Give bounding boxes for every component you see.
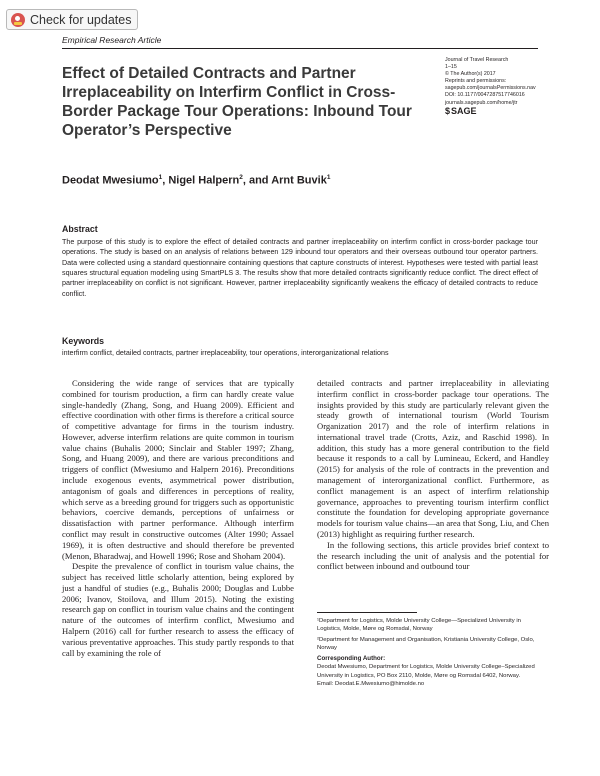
keywords-heading: Keywords — [62, 336, 105, 346]
author-separator: , and — [242, 174, 272, 187]
corresponding-author-address: Deodat Mwesiumo, Department for Logistics, Molde University College–Specialized University in Logistics, PO Box 2110, Molde, Møre og Romsdal 6402, Norway. — [317, 664, 535, 679]
author-affiliation: 1 — [326, 174, 331, 181]
body-column-right — [317, 378, 549, 572]
author-name: Nigel Halpern — [168, 174, 240, 187]
journal-link[interactable]: journals.sagepub.com/home/jtr — [445, 99, 518, 106]
publisher-name: SAGE — [451, 105, 477, 116]
body-paragraph: detailed contracts and partner irreplaceability in alleviating interfirm conflict in cross-border package tour operations. The insights provided by this study are particularly relevant given the steady growth of international tourism (World Tourism Organization 2017) and the role of interfirm relations in international travel trade (Crotts, Aziz, and Raschid 1998). In addition, this study has a more general contribution to the field because it responds to a call by Lumineau, Eckerd, and Handley (2015) for analysis of the role of contracts in the prevention and management of interorganizational conflict. Furthermore, as conflict management is an aspect of interfirm relationship governance, approaches to preventing tourism interfirm conflict constitute the foundation for developing appropriate governance models for tourism value chains—an area that Song, Liu, and Chen (2013) highlight as requiring further research. — [317, 378, 549, 539]
check-for-updates-button[interactable] — [6, 9, 138, 30]
header-rule — [62, 48, 538, 49]
author-separator: , — [162, 174, 169, 187]
body-paragraph: In the following sections, this article provides brief context to the research including the unit of analysis and the potential for conflict between inbound and outbound tour — [317, 539, 549, 572]
footnotes — [317, 617, 542, 688]
abstract-heading: Abstract — [62, 224, 98, 234]
body-column-left — [62, 378, 294, 658]
author-name: Arnt Buvik — [271, 174, 327, 187]
crossmark-icon — [11, 13, 25, 27]
copyright: © The Author(s) 2017 — [445, 71, 496, 78]
affiliation-footnote: ¹Department for Logistics, Molde University College—Specialized University in Logistics, Molde, Møre og Romsdal, Norway — [317, 618, 521, 633]
corresponding-author-heading: Corresponding Author: — [317, 655, 386, 663]
corresponding-author-email[interactable]: Email: Deodat.E.Mwesiumo@himolde.no — [317, 680, 425, 687]
keywords-text: interfirm conflict, detailed contracts, partner irreplaceability, tour operations, interorganizational relations — [62, 349, 389, 357]
article-type: Empirical Research Article — [62, 35, 162, 45]
reprints-label: Reprints and permissions: — [445, 78, 507, 85]
affiliation-footnote: ²Department for Management and Organisation, Kristiania University College, Oslo, Norway — [317, 637, 535, 652]
sage-s-icon: $ — [445, 105, 451, 116]
body-paragraph: Despite the prevalence of conflict in tourism value chains, the subject has received little scholarly attention, being explored by just a handful of studies (e.g., Buhalis 2000; Douglas and Lubbe 2006; Ivanov, Stoilova, and Illum 2015). Noting the existing research gap on conflict in tourism value chains and the contingent nature of the outcomes of interfirm conflict, Mwesiumo and Halpern (2016) call for further research to assess the efficacy of various preventative approaches. This study partly responds to that call by examining the role of — [62, 561, 294, 658]
footnote-rule — [317, 612, 417, 613]
reprints-link[interactable]: sagepub.com/journalsPermissions.nav — [445, 85, 536, 92]
abstract-text: The purpose of this study is to explore the effect of detailed contracts and partner irreplaceability on interfirm conflict in cross-border package tour operations. The study is based on an analysis of relations between 129 inbound tour operators and their overseas outbound tour operator partners. Data were collected using a standard questionnaire containing questions that capture constructs of interest. Hypotheses were tested with partial least squares structural equation modeling using SmartPLS 3. The results show that more detailed contracts significantly reduce conflict. The direct effect of partner irreplaceability on conflict is not significant. However, partner irreplaceability significantly weakens the efficacy of detailed contracts to reduce conflict. — [62, 238, 538, 298]
article-title: Effect of Detailed Contracts and Partner Irreplaceability on Interfirm Conflict in Cross-Border Package Tour Operations: Inbound Tour Operator’s Perspective — [62, 65, 412, 139]
journal-meta — [445, 57, 595, 115]
author-affiliation: 1 — [158, 174, 163, 181]
author-list — [62, 174, 330, 187]
sage-logo — [445, 105, 595, 116]
body-paragraph: Considering the wide range of services that are typically combined for tourism production, a firm can hardly create value single-handedly (Zhang, Song, and Huang 2009). Efficient and effective coordination with other firms is therefore a critical source of competitive advantage for firms in the tourism industry. However, adverse interfirm relations are quite common in tourism value chains (Buhalis 2000; Sinclair and Stabler 1997; Zhang, Song, and Huang 2009), and there are various preconditions and triggers of conflict (Mwesiumo and Halpern 2016). Preconditions include exogenous events, asymmetrical power distribution, antagonism of goals and differences in perceptions of reality, which serve as a breeding ground for triggers such as opportunistic behaviors, coercive demands, perceptions of unfairness or dissatisfaction with partner performance. Although interfirm conflict may result in constructive outcomes (Alter 1990; Assael 1969), it is often destructive and should therefore be prevented (Menon, Bharadwaj, and Howell 1996; Rose and Shoham 2004). — [62, 378, 294, 561]
author-affiliation: 2 — [239, 174, 243, 181]
author-name: Deodat Mwesiumo — [62, 174, 159, 187]
doi-link[interactable]: DOI: 10.1177/0047287517746016 — [445, 92, 525, 99]
check-for-updates-label: Check for updates — [30, 12, 132, 27]
journal-name: Journal of Travel Research — [445, 57, 509, 63]
page-range: 1–15 — [445, 64, 457, 71]
